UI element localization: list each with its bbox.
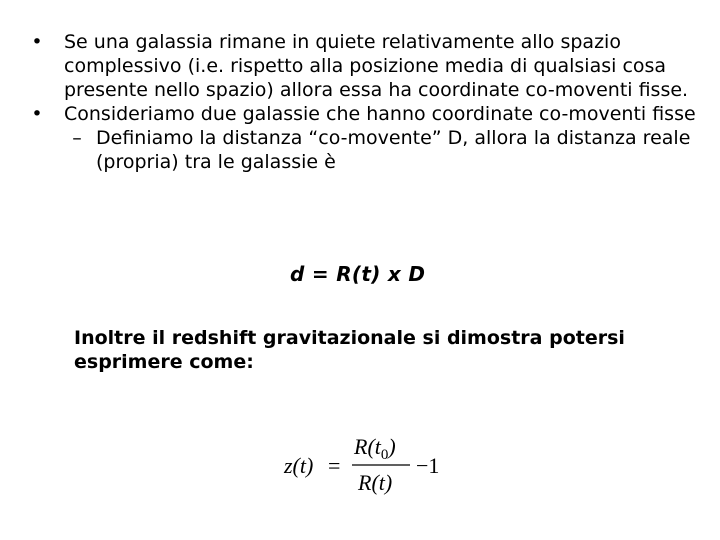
sub-bullet-marker: – (72, 127, 82, 149)
distance-formula: d = R(t) x D (290, 262, 426, 286)
bullet-text-1: Se una galassia rimane in quiete relativamente allo spazio complessivo (i.e. rispetto alla posizione media di qualsiasi cosa presente nello spazio) allora essa ha coordinate co-moventi fisse. (64, 31, 689, 101)
redshift-paragraph: Inoltre il redshift gravitazionale si dimostra potersi esprimere come: (74, 327, 625, 373)
bullet-item-1 (22, 30, 702, 102)
sub-bullet-item (22, 126, 702, 174)
equation-minus-one: −1 (416, 453, 440, 478)
sub-bullet-text: Definiamo la distanza “co-movente” D, allora la distanza reale (propria) tra le galassie è (96, 127, 691, 173)
bullet-marker: • (31, 31, 43, 53)
bullet-item-2 (22, 102, 702, 126)
equation-lhs: z(t) (284, 453, 314, 478)
equation-equals: = (328, 453, 341, 478)
bullet-marker: • (31, 103, 43, 125)
redshift-equation (282, 428, 462, 508)
equation-denominator: R(t) (358, 470, 393, 495)
bullet-text-2: Consideriamo due galassie che hanno coordinate co-moventi fisse (64, 103, 696, 125)
bullet-list (22, 30, 702, 174)
equation-numerator: $R(t_0)$ (354, 434, 396, 463)
